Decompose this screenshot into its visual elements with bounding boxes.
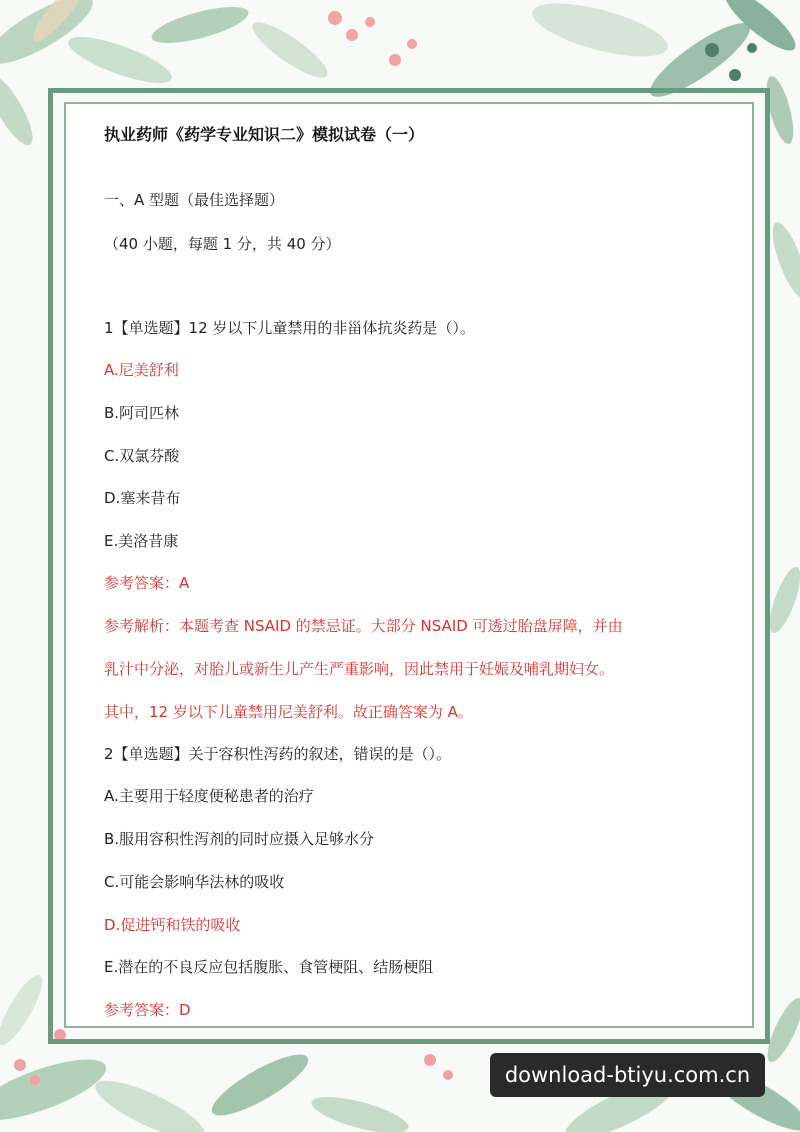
document-title: 执业药师《药学专业知识二》模拟试卷（一） [104,125,425,144]
question-stem: 2【单选题】关于容积性泻药的叙述，错误的是（）。 [104,745,452,763]
option-a: A.主要用于轻度便秘患者的治疗 [104,787,314,805]
option-e: E.美洛昔康 [104,532,179,550]
answer-label: 参考答案：D [104,1001,191,1019]
option-d: D.促进钙和铁的吸收 [104,916,241,934]
option-c: C.双氯芬酸 [104,447,180,465]
option-b: B.服用容积性泻剂的同时应摄入足够水分 [104,830,375,848]
option-b: B.阿司匹林 [104,404,180,422]
option-a: A.尼美舒利 [104,361,179,379]
explanation-line: 参考解析：本题考查 NSAID 的禁忌证。大部分 NSAID 可透过胎盘屏障，并由 [104,617,623,635]
option-c: C.可能会影响华法林的吸收 [104,873,285,891]
explanation-line: 乳汁中分泌，对胎儿或新生儿产生严重影响，因此禁用于妊娠及哺乳期妇女。 [104,660,615,678]
option-d: D.塞来昔布 [104,489,181,507]
section-heading: 一、A 型题（最佳选择题） [104,191,285,209]
watermark-badge: download-btiyu.com.cn [490,1053,765,1097]
option-e: E.潜在的不良反应包括腹胀、食管梗阻、结肠梗阻 [104,958,434,976]
explanation-line: 其中，12 岁以下儿童禁用尼美舒利。故正确答案为 A。 [104,703,473,721]
section-note: （40 小题，每题 1 分，共 40 分） [104,235,341,253]
berry-icon [328,11,417,66]
answer-label: 参考答案：A [104,574,190,592]
question-stem: 1【单选题】12 岁以下儿童禁用的非甾体抗炎药是（）。 [104,319,475,337]
